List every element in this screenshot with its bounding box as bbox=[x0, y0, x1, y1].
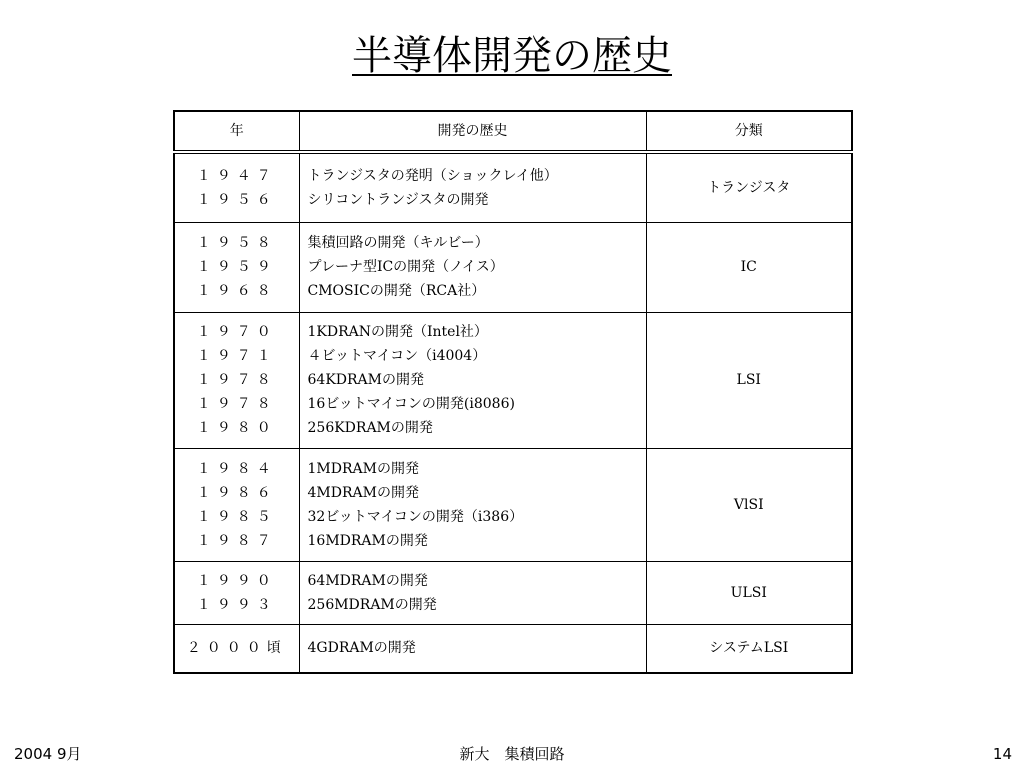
year-value: １９８７ bbox=[196, 532, 277, 549]
year-value: １９６８ bbox=[196, 283, 277, 299]
year-value: １９５８ bbox=[196, 235, 277, 251]
table-row bbox=[174, 312, 852, 448]
history-event: 集積回路の開発（キルビー） bbox=[307, 235, 489, 251]
history-cell bbox=[299, 561, 646, 624]
category-cell: トランジスタ bbox=[646, 152, 852, 222]
year-value: １９８０ bbox=[196, 420, 277, 436]
year-cell bbox=[174, 152, 299, 222]
category-cell: ULSI bbox=[646, 561, 852, 624]
history-event: 1KDRANの開発（Intel社） bbox=[307, 324, 488, 340]
table-row bbox=[174, 561, 852, 624]
year-value: １９７０ bbox=[196, 324, 277, 340]
history-cell bbox=[299, 152, 646, 222]
slide-title bbox=[0, 28, 1024, 84]
year-value: １９８４ bbox=[196, 460, 277, 477]
history-event: プレーナ型ICの開発（ノイス） bbox=[307, 259, 504, 275]
year-cell bbox=[174, 448, 299, 561]
history-event: 16MDRAMの開発 bbox=[307, 532, 428, 549]
year-value: １９７８ bbox=[196, 396, 277, 412]
history-event: 4GDRAMの開発 bbox=[307, 640, 416, 657]
table-row bbox=[174, 448, 852, 561]
year-value: １９７８ bbox=[196, 372, 277, 388]
category-cell: VlSI bbox=[646, 448, 852, 561]
header-history: 開発の歴史 bbox=[299, 111, 646, 152]
history-cell bbox=[299, 448, 646, 561]
category-cell: システムLSI bbox=[646, 624, 852, 673]
year-value: １９７１ bbox=[196, 348, 277, 364]
year-value: １９４７ bbox=[196, 167, 277, 184]
category-cell: IC bbox=[646, 222, 852, 312]
year-cell bbox=[174, 624, 299, 673]
year-value: １９９０ bbox=[196, 572, 277, 589]
year-value: １９５９ bbox=[196, 259, 277, 275]
year-value: １９８６ bbox=[196, 484, 277, 501]
history-event: CMOSICの開発（RCA社） bbox=[307, 283, 486, 299]
table-row bbox=[174, 152, 852, 222]
year-cell bbox=[174, 561, 299, 624]
history-event: トランジスタの発明（ショックレイ他） bbox=[307, 167, 558, 184]
history-event: ４ビットマイコン（i4004） bbox=[307, 348, 487, 364]
footer-course: 新大 集積回路 bbox=[459, 745, 565, 763]
history-cell bbox=[299, 312, 646, 448]
footer-page-number: 14 bbox=[992, 745, 1012, 763]
history-event: 1MDRAMの開発 bbox=[307, 460, 419, 477]
history-event: 32ビットマイコンの開発（i386） bbox=[307, 508, 524, 525]
year-cell bbox=[174, 222, 299, 312]
header-year: 年 bbox=[174, 111, 299, 152]
history-event: 256KDRAMの開発 bbox=[307, 420, 433, 436]
year-value: ２０００頃 bbox=[186, 640, 287, 657]
history-cell bbox=[299, 624, 646, 673]
year-value: １９８５ bbox=[196, 508, 277, 525]
history-table bbox=[173, 110, 853, 674]
history-event: シリコントランジスタの開発 bbox=[307, 191, 489, 208]
table-row bbox=[174, 624, 852, 673]
history-event: 64KDRAMの開発 bbox=[307, 372, 424, 388]
history-event: 16ビットマイコンの開発(i8086) bbox=[307, 396, 515, 412]
history-event: 256MDRAMの開発 bbox=[307, 596, 437, 613]
year-cell bbox=[174, 312, 299, 448]
year-value: １９９３ bbox=[196, 596, 277, 613]
history-event: 4MDRAMの開発 bbox=[307, 484, 419, 501]
footer-date: 2004 9月 bbox=[14, 745, 82, 763]
table-header-row bbox=[174, 111, 852, 152]
header-category: 分類 bbox=[646, 111, 852, 152]
history-event: 64MDRAMの開発 bbox=[307, 572, 428, 589]
year-value: １９５６ bbox=[196, 191, 277, 208]
slide-title-text: 半導体開発の歴史 bbox=[352, 33, 672, 79]
history-cell bbox=[299, 222, 646, 312]
table-row bbox=[174, 222, 852, 312]
category-cell: LSI bbox=[646, 312, 852, 448]
